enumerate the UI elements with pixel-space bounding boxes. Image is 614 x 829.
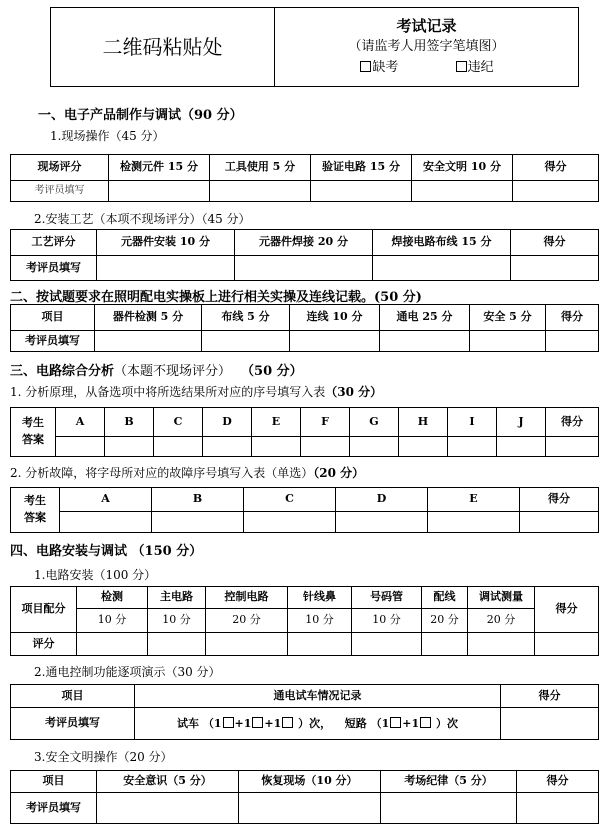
answer-input-cell[interactable] [152, 512, 244, 533]
option-header: J [497, 408, 546, 437]
lighting-practice-table [10, 304, 599, 352]
score-input-cell[interactable] [95, 331, 202, 352]
score-input-cell[interactable] [511, 256, 599, 281]
header-cell: 元器件安装 10 分 [97, 230, 235, 256]
row-label: 考评员填写 [11, 181, 109, 202]
header-cell: 得分 [546, 305, 599, 331]
answer-input-cell[interactable] [244, 512, 336, 533]
option-header: C [154, 408, 203, 437]
score-input-cell[interactable] [468, 633, 535, 656]
section-4-part-3-title: 3.安全文明操作（20 分） [34, 750, 173, 764]
trial-checkbox-1[interactable] [223, 717, 234, 728]
score-input-cell[interactable] [422, 633, 468, 656]
answer-label-top: 考生 [24, 494, 46, 508]
record-title: 考试记录 [396, 16, 457, 35]
header-cell: 恢复现场（10 分） [239, 771, 381, 793]
header-cell: 通电试车情况记录 [135, 685, 501, 708]
header-cell: 项目 [11, 305, 95, 331]
header-cell: 焊接电路布线 15 分 [373, 230, 511, 256]
safety-table [10, 770, 599, 824]
answer-label-bottom: 答案 [22, 433, 44, 446]
option-header: I [448, 408, 497, 437]
trial-checkbox-3[interactable] [282, 717, 293, 728]
power-test-table [10, 684, 599, 740]
answer-label-bottom: 答案 [24, 511, 46, 524]
header-cell: 验证电路 15 分 [311, 155, 412, 181]
section-3-q2-title [10, 464, 364, 481]
answer-input-cell[interactable] [154, 437, 203, 457]
answer-label-top: 考生 [22, 416, 44, 430]
header-cell: 安全文明 10 分 [412, 155, 513, 181]
header-cell: 得分 [513, 155, 599, 181]
option-header: B [152, 488, 244, 512]
option-header: G [350, 408, 399, 437]
score-input-cell[interactable] [535, 633, 599, 656]
header-cell: 得分 [517, 771, 599, 793]
header-cell: 号码管 [352, 587, 422, 609]
header-cell: 元器件焊接 20 分 [235, 230, 373, 256]
header-cell: 得分 [511, 230, 599, 256]
section-3-q2-score: （20 分） [313, 466, 365, 480]
option-header: E [428, 488, 520, 512]
score-header: 得分 [535, 587, 599, 633]
header-cell: 器件检测 5 分 [95, 305, 202, 331]
answer-input-cell[interactable] [497, 437, 546, 457]
row-label: 考评员填写 [11, 793, 97, 824]
header-cell: 现场评分 [11, 155, 109, 181]
section-3-title-score: （50 分） [241, 364, 303, 379]
score-input-cell[interactable] [148, 633, 206, 656]
score-input-cell[interactable] [239, 793, 381, 824]
score-input-cell[interactable] [206, 633, 288, 656]
header-cell: 得分 [501, 685, 599, 708]
score-header: 得分 [546, 408, 599, 437]
score-input-cell[interactable] [290, 331, 380, 352]
qr-code-placeholder [51, 8, 275, 87]
row-label: 考评员填写 [11, 256, 97, 281]
exam-record-cell [275, 8, 579, 87]
qr-label: 二维码粘贴处 [102, 34, 223, 59]
principle-answer-table [10, 407, 599, 457]
answer-input-cell[interactable] [399, 437, 448, 457]
option-header: E [252, 408, 301, 437]
answer-input-cell[interactable] [448, 437, 497, 457]
answer-input-cell[interactable] [428, 512, 520, 533]
record-checkboxes [275, 61, 578, 76]
section-3-q1-title [10, 383, 382, 400]
row-label: 考评员填写 [11, 331, 95, 352]
score-input-cell[interactable] [288, 633, 352, 656]
score-input-cell[interactable] [470, 331, 546, 352]
section-4-title: 四、电路安装与调试 （150 分） [10, 544, 203, 559]
option-header: F [301, 408, 350, 437]
installation-craft-table [10, 229, 599, 281]
circuit-install-table [10, 586, 599, 656]
option-header: A [60, 488, 152, 512]
score-input-cell[interactable] [97, 256, 235, 281]
option-header: D [336, 488, 428, 512]
row-label: 项目配分 [11, 587, 77, 633]
row-label: 评分 [11, 633, 77, 656]
header-cell: 通电 25 分 [380, 305, 470, 331]
score-input-cell[interactable] [380, 331, 470, 352]
violation-checkbox[interactable] [456, 61, 467, 72]
points-cell: 20 分 [206, 609, 288, 633]
score-input-cell[interactable] [513, 181, 599, 202]
header-cell: 考场纪律（5 分） [381, 771, 517, 793]
option-header: D [203, 408, 252, 437]
answer-input-cell[interactable] [350, 437, 399, 457]
score-input-cell[interactable] [546, 331, 599, 352]
section-3-title-note: （本题不现场评分） [114, 364, 232, 379]
score-input-cell[interactable] [520, 512, 599, 533]
trial-checkbox-2[interactable] [252, 717, 263, 728]
section-2-title: 二、按试题要求在照明配电实操板上进行相关实操及连线记载。(50 分) [10, 290, 422, 305]
header-cell: 连线 10 分 [290, 305, 380, 331]
score-header: 得分 [520, 488, 599, 512]
answer-input-cell[interactable] [203, 437, 252, 457]
option-header: H [399, 408, 448, 437]
score-input-cell[interactable] [501, 708, 599, 740]
section-3-title [10, 360, 303, 379]
section-3-q1-text: 1. 分析原理，从备选项中将所选结果所对应的序号填写入表 [10, 385, 326, 399]
answer-input-cell[interactable] [56, 437, 105, 457]
score-input-cell[interactable] [109, 181, 210, 202]
header-cell: 针线鼻 [288, 587, 352, 609]
row-label: 考评员填写 [11, 708, 135, 740]
score-input-cell[interactable] [97, 793, 239, 824]
score-input-cell[interactable] [311, 181, 412, 202]
absent-label: 缺考 [372, 60, 399, 76]
option-header: A [56, 408, 105, 437]
header-cell: 调试测量 [468, 587, 535, 609]
section-3-q1-score: （30 分） [325, 385, 383, 399]
header-cell: 控制电路 [206, 587, 288, 609]
answer-label-cell [11, 488, 60, 533]
score-input-cell[interactable] [202, 331, 290, 352]
header-cell: 安全 5 分 [470, 305, 546, 331]
answer-label-cell [11, 408, 56, 457]
score-input-cell[interactable] [517, 793, 599, 824]
header-cell: 配线 [422, 587, 468, 609]
answer-input-cell[interactable] [105, 437, 154, 457]
header-cell: 工艺评分 [11, 230, 97, 256]
points-cell: 10 分 [148, 609, 206, 633]
header-cell: 布线 5 分 [202, 305, 290, 331]
trial-times: 次， [309, 716, 332, 730]
header-cell: 主电路 [148, 587, 206, 609]
section-4-part-2-title: 2.通电控制功能逐项演示（30 分） [34, 665, 221, 679]
score-input-cell[interactable] [546, 437, 599, 457]
header-cell: 安全意识（5 分） [97, 771, 239, 793]
header-cell: 检测元件 15 分 [109, 155, 210, 181]
short-label: 短路 [344, 716, 367, 730]
answer-input-cell[interactable] [252, 437, 301, 457]
absent-checkbox[interactable] [360, 61, 371, 72]
answer-input-cell[interactable] [301, 437, 350, 457]
short-times: 次 [446, 716, 458, 730]
points-cell: 20 分 [468, 609, 535, 633]
points-cell: 10 分 [288, 609, 352, 633]
section-3-q2-text: 2. 分析故障，将字母所对应的故障序号填写入表（单选） [10, 466, 314, 480]
answer-input-cell[interactable] [60, 512, 152, 533]
section-1-part-1-title: 1.现场操作（45 分） [50, 129, 165, 143]
score-input-cell[interactable] [235, 256, 373, 281]
section-4-part-1-title: 1.电路安装（100 分） [34, 568, 157, 582]
score-input-cell[interactable] [412, 181, 513, 202]
header-cell: 项目 [11, 685, 135, 708]
score-input-cell[interactable] [352, 633, 422, 656]
header-table [50, 7, 579, 87]
section-3-title-main: 三、电路综合分析 [10, 364, 115, 379]
trial-label: 试车 [177, 716, 200, 730]
header-cell: 工具使用 5 分 [210, 155, 311, 181]
points-cell: 10 分 [352, 609, 422, 633]
option-header: B [105, 408, 154, 437]
short-checkbox-2[interactable] [420, 717, 431, 728]
score-input-cell[interactable] [77, 633, 148, 656]
answer-input-cell[interactable] [336, 512, 428, 533]
header-cell: 检测 [77, 587, 148, 609]
header-cell: 项目 [11, 771, 97, 793]
power-test-record: 试车 （1 +1 +1 ）次， 短路 （1 +1 ）次 [135, 708, 501, 740]
section-1-title: 一、电子产品制作与调试（90 分） [38, 108, 243, 123]
points-cell: 10 分 [77, 609, 148, 633]
points-cell: 20 分 [422, 609, 468, 633]
option-header: C [244, 488, 336, 512]
fault-answer-table [10, 487, 599, 533]
short-checkbox-1[interactable] [390, 717, 401, 728]
score-input-cell[interactable] [210, 181, 311, 202]
score-input-cell[interactable] [373, 256, 511, 281]
score-input-cell[interactable] [381, 793, 517, 824]
section-1-part-2-title: 2.安装工艺（本项不现场评分）（45 分） [34, 212, 251, 226]
violation-label: 违纪 [467, 60, 494, 76]
record-note: （请监考人用签字笔填图） [348, 39, 505, 55]
on-site-operation-table [10, 154, 599, 202]
